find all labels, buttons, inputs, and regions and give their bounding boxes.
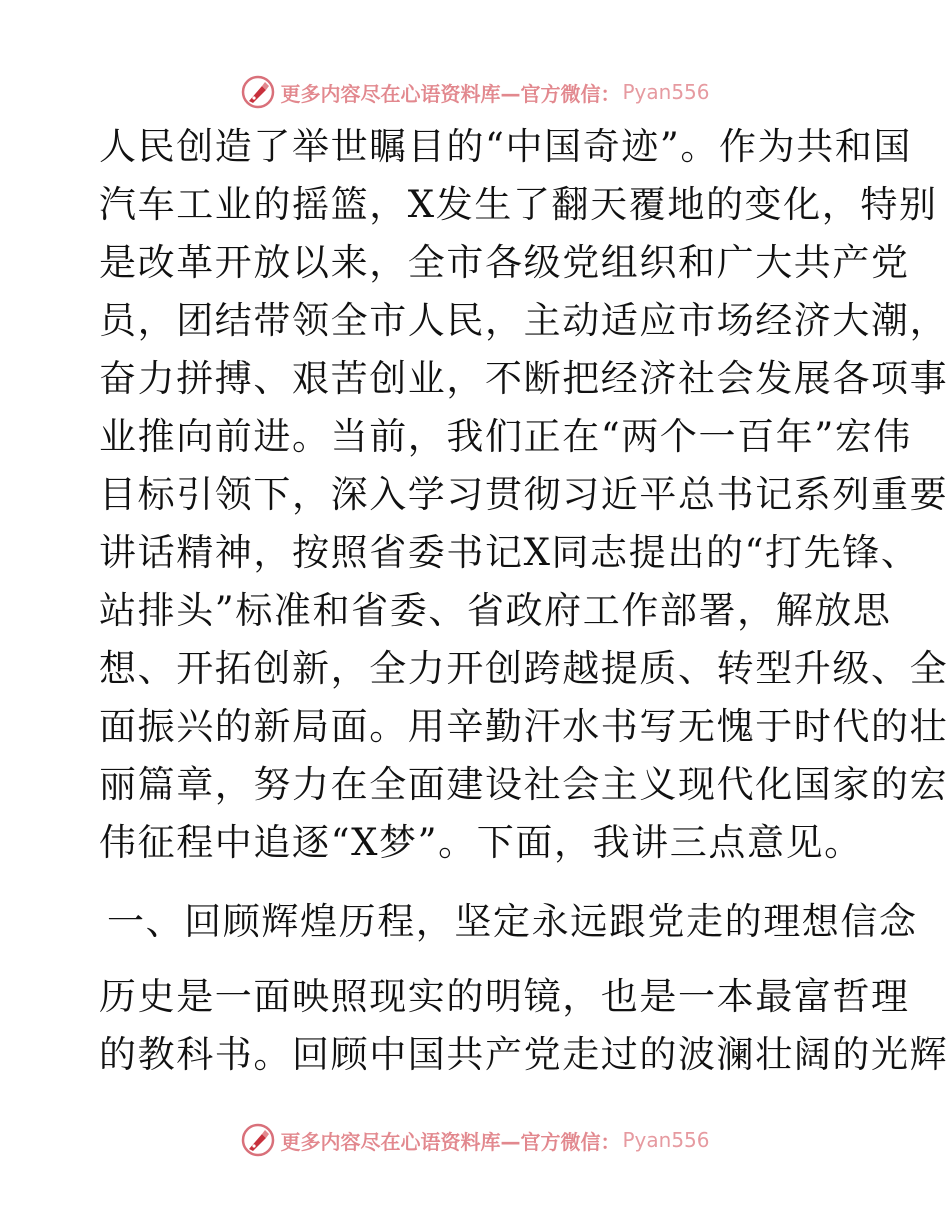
watermark-banner-bottom (0, 1120, 950, 1160)
watermark-text: 更多内容尽在心语资料库—官方微信： (280, 81, 621, 106)
body-line: 汽车工业的摇篮，X发生了翻天覆地的变化，特别 (99, 183, 938, 226)
body-line: 站排头”标准和省委、省政府工作部署，解放思 (99, 589, 892, 632)
body-line: 历史是一面映照现实的明镜，也是一本最富哲理 (99, 975, 910, 1018)
body-line: 面振兴的新局面。用辛勤汗水书写无愧于时代的壮 (99, 705, 949, 748)
body-line: 是改革开放以来，全市各级党组织和广大共产党 (99, 241, 910, 284)
pen-nib-logo-icon (240, 1122, 276, 1158)
body-line: 人民创造了举世瞩目的“中国奇迹”。作为共和国 (99, 125, 913, 168)
body-line: 的教科书。回顾中国共产党走过的波澜壮阔的光辉 (99, 1033, 949, 1076)
wechat-id: Pyan556 (622, 1128, 710, 1152)
body-line: 丽篇章，努力在全面建设社会主义现代化国家的宏 (99, 763, 949, 806)
body-line: 目标引领下，深入学习贯彻习近平总书记系列重要 (99, 473, 949, 516)
body-line: 想、开拓创新，全力开创跨越提质、转型升级、全 (99, 647, 949, 690)
body-line: 业推向前进。当前，我们正在“两个一百年”宏伟 (99, 415, 913, 458)
section-heading: 一、回顾辉煌历程，坚定永远跟党走的理想信念 (107, 900, 918, 943)
watermark-text: 更多内容尽在心语资料库—官方微信： (280, 1129, 621, 1154)
wechat-id: Pyan556 (622, 80, 710, 104)
body-line: 奋力拼搏、艰苦创业，不断把经济社会发展各项事 (99, 357, 949, 400)
body-line: 员，团结带领全市人民，主动适应市场经济大潮， (99, 299, 949, 342)
body-line: 讲话精神，按照省委书记X同志提出的“打先锋、 (99, 531, 920, 574)
body-line: 伟征程中追逐“X梦”。下面，我讲三点意见。 (99, 821, 863, 864)
